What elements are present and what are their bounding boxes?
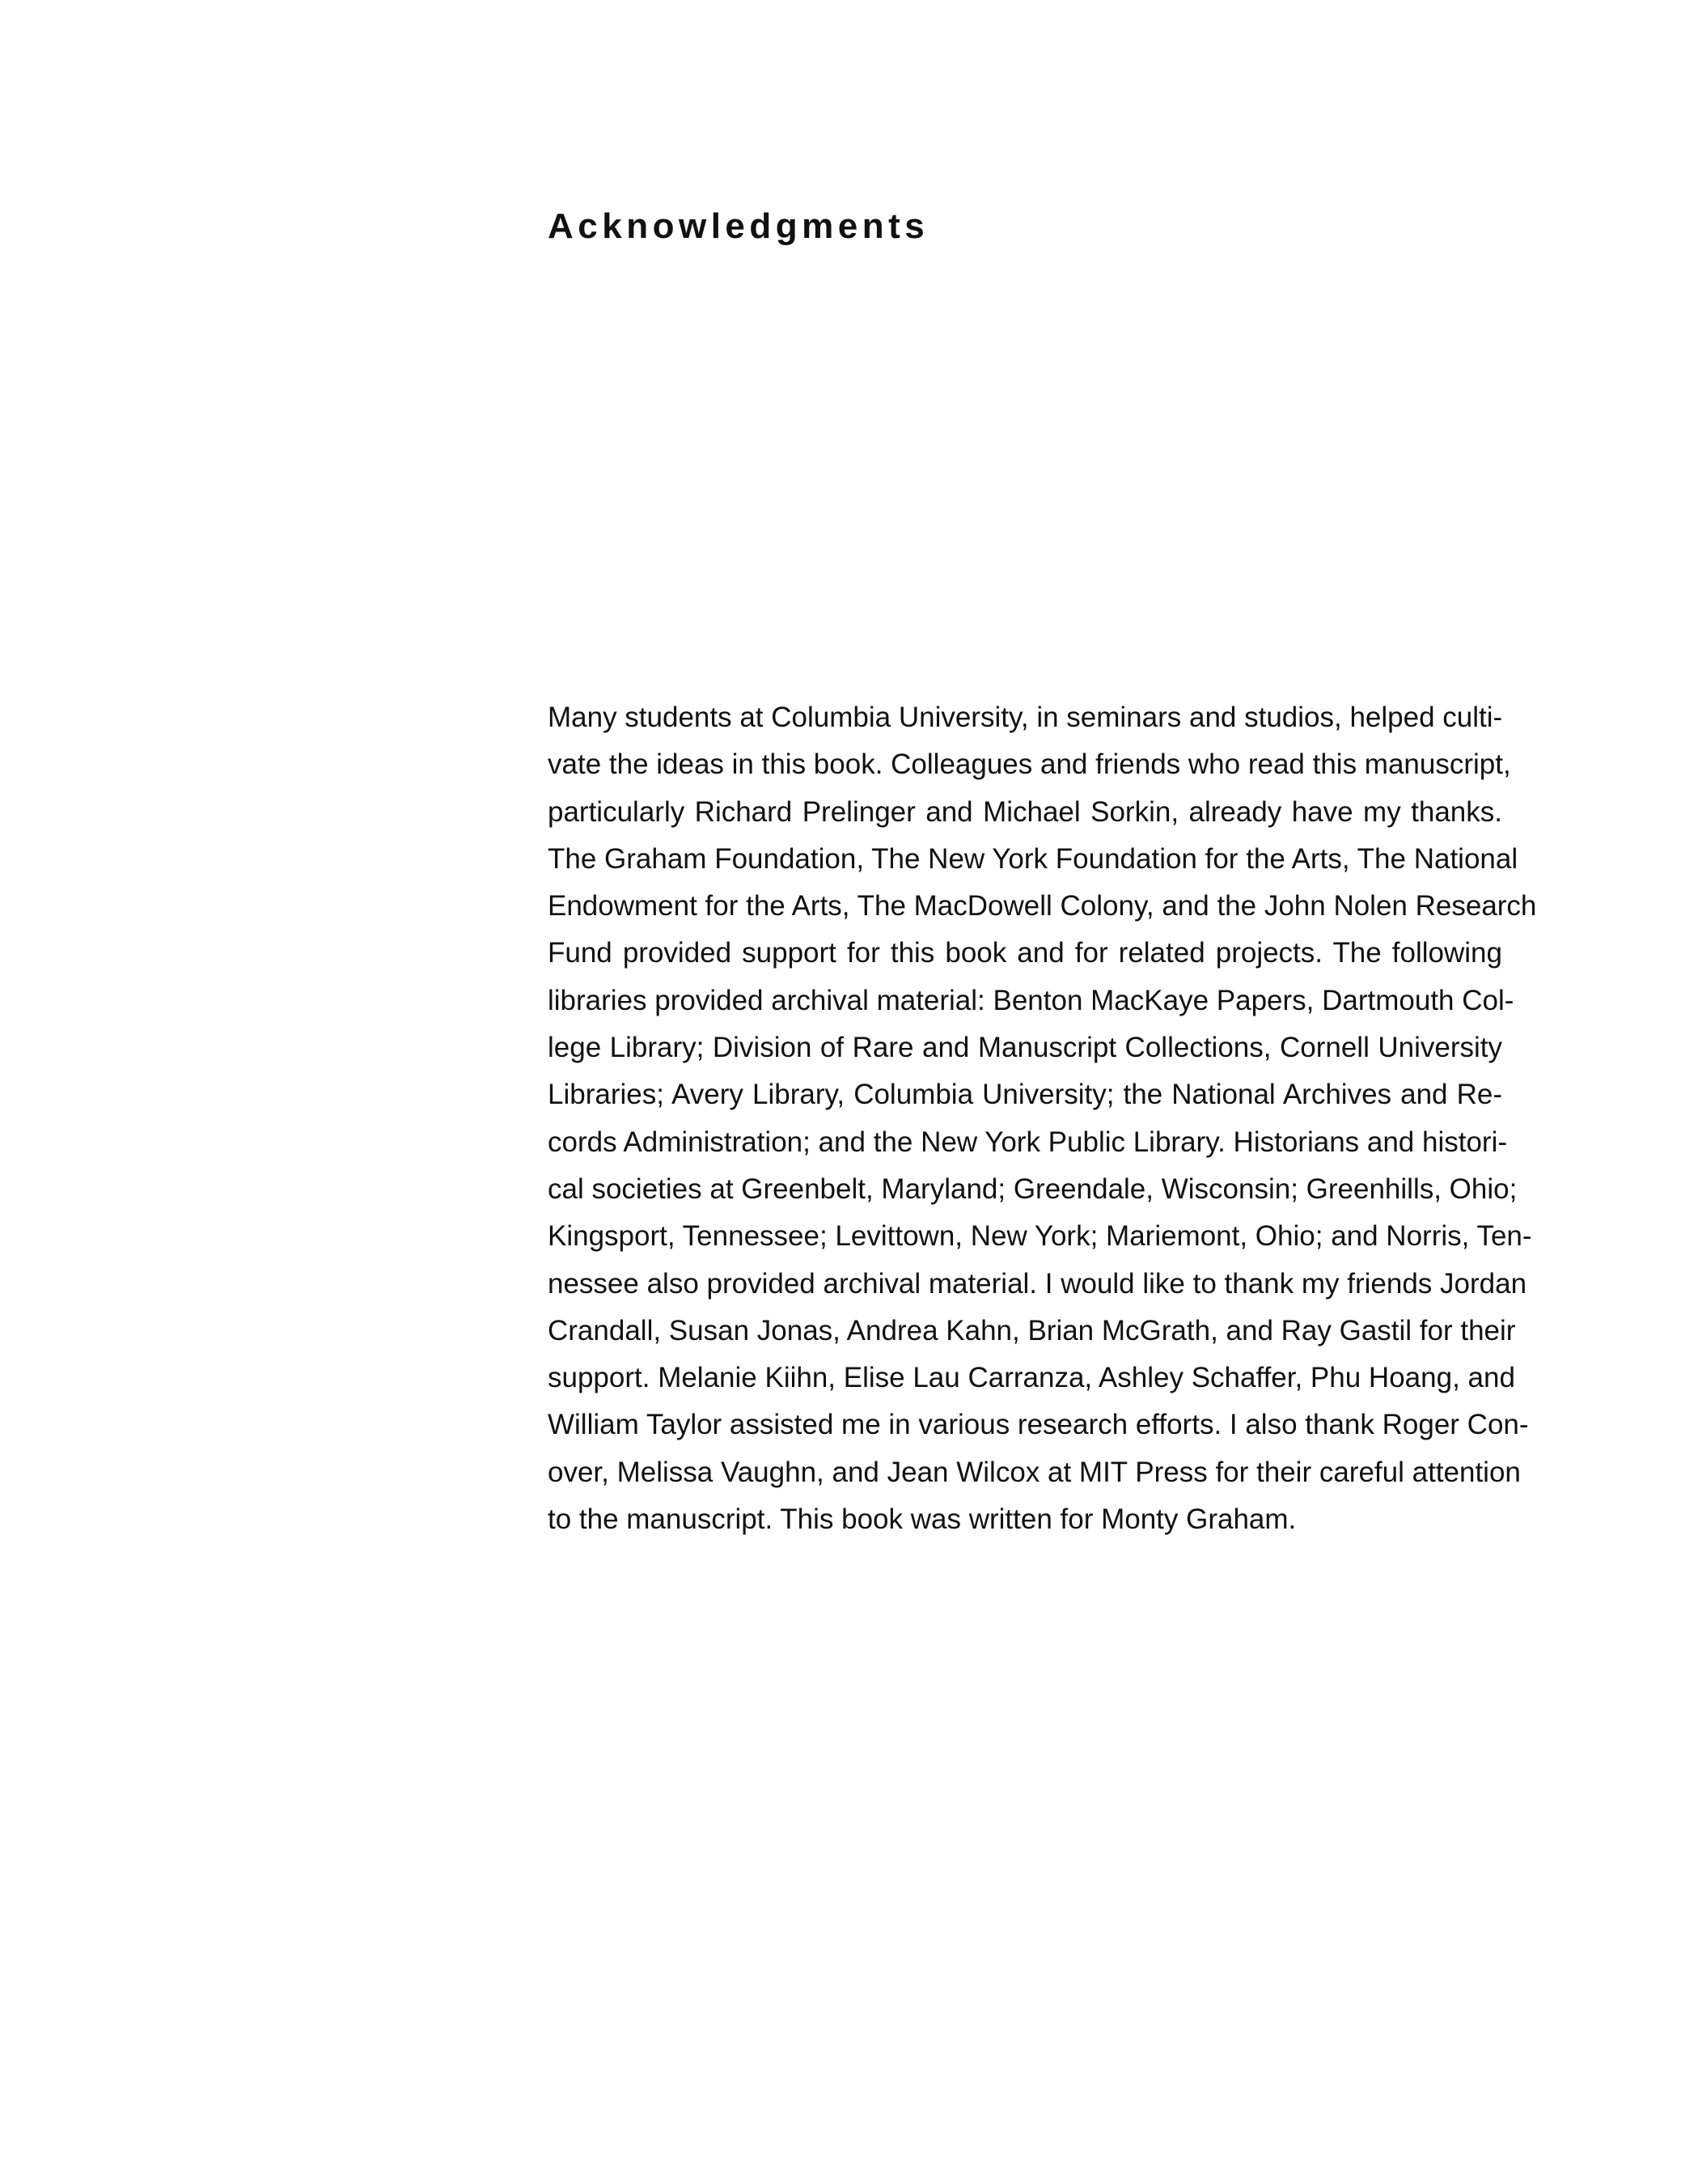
acknowledgments-paragraph	[548, 694, 1537, 1543]
paragraph-line: nessee also provided archival material. I would like to thank my friends Jordan	[548, 1267, 1527, 1300]
paragraph-line: particularly Richard Prelinger and Michael Sorkin, already have my thanks.	[548, 795, 1502, 828]
paragraph-line: Fund provided support for this book and for related projects. The following	[548, 937, 1502, 969]
paragraph-line: libraries provided archival material: Benton MacKaye Papers, Dartmouth Col-	[548, 984, 1514, 1016]
paragraph-line: Crandall, Susan Jonas, Andrea Kahn, Brian McGrath, and Ray Gastil for their	[548, 1314, 1516, 1346]
paragraph-line: cords Administration; and the New York Public Library. Historians and histori-	[548, 1126, 1508, 1158]
page-title: Acknowledgments	[548, 206, 929, 246]
paragraph-line: Endowment for the Arts, The MacDowell Colony, and the John Nolen Research	[548, 890, 1537, 922]
paragraph-line: Kingsport, Tennessee; Levittown, New York; Mariemont, Ohio; and Norris, Ten-	[548, 1220, 1532, 1253]
paragraph-line: to the manuscript. This book was written for Monty Graham.	[548, 1503, 1297, 1536]
paragraph-line: vate the ideas in this book. Colleagues and friends who read this manuscript,	[548, 748, 1511, 781]
paragraph-line: Libraries; Avery Library, Columbia University; the National Archives and Re-	[548, 1079, 1502, 1111]
paragraph-line: William Taylor assisted me in various research efforts. I also thank Roger Con-	[548, 1409, 1529, 1441]
paragraph-line: over, Melissa Vaughn, and Jean Wilcox at MIT Press for their careful attention	[548, 1456, 1521, 1488]
paragraph-line: lege Library; Division of Rare and Manuscript Collections, Cornell University	[548, 1032, 1502, 1064]
paragraph-line: Many students at Columbia University, in seminars and studios, helped culti-	[548, 702, 1503, 733]
paragraph-line: support. Melanie Kiihn, Elise Lau Carranza, Ashley Schaffer, Phu Hoang, and	[548, 1362, 1515, 1394]
paragraph-line: The Graham Foundation, The New York Foundation for the Arts, The National	[548, 842, 1518, 875]
paragraph-line: cal societies at Greenbelt, Maryland; Greendale, Wisconsin; Greenhills, Ohio;	[548, 1173, 1518, 1205]
